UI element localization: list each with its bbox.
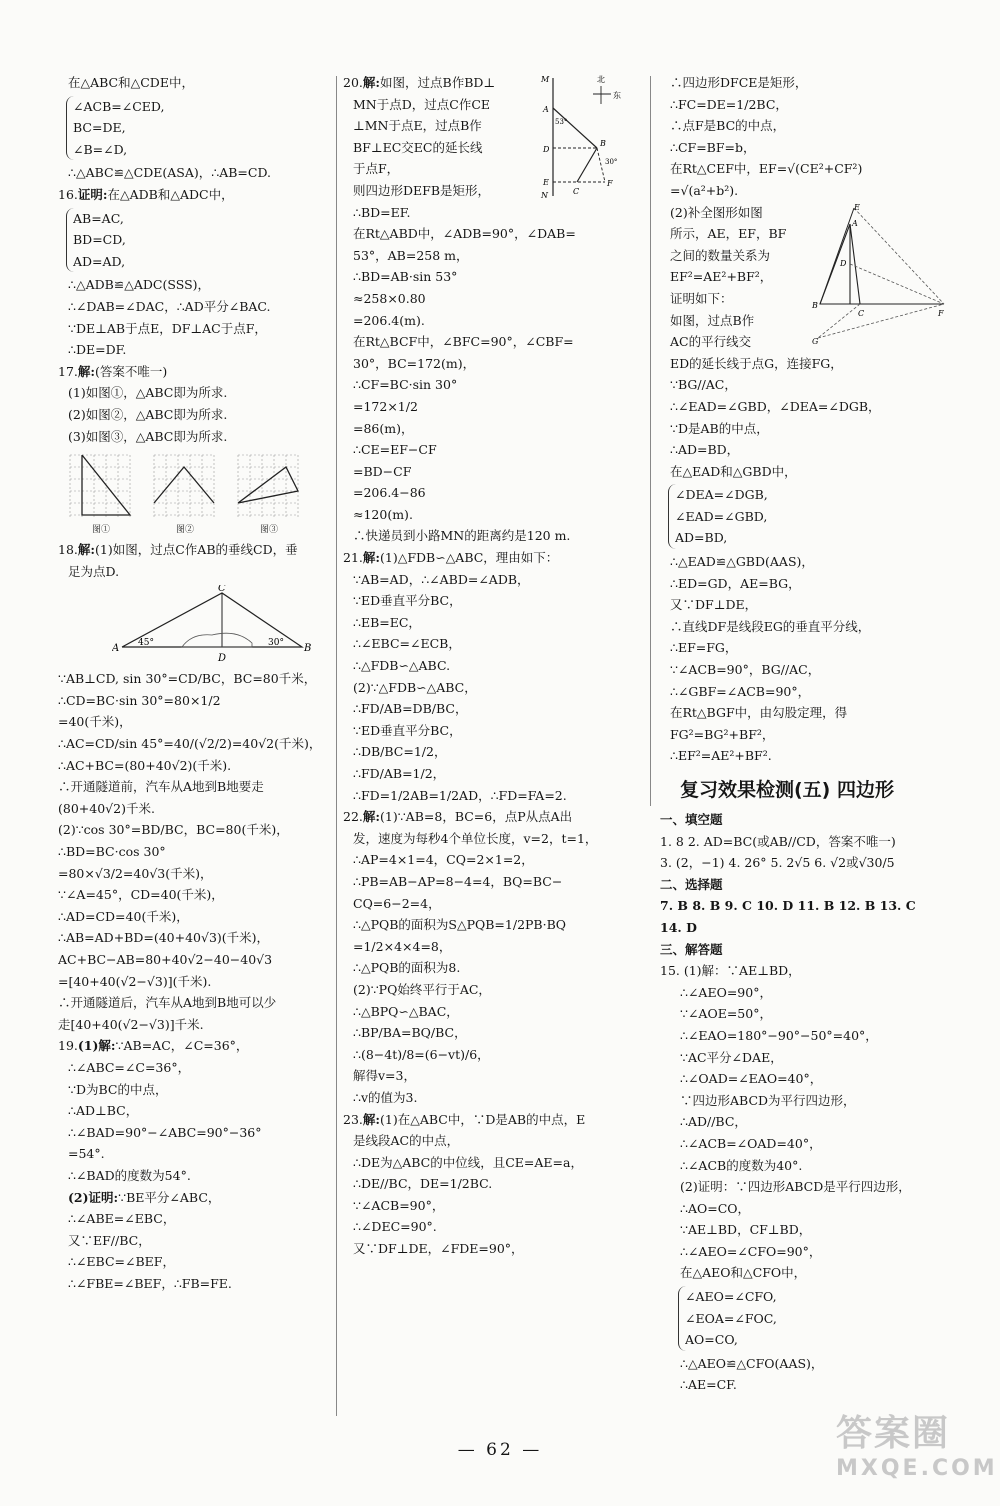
text-line: ∵BG//AC， [670, 377, 737, 393]
text-line: ∵ED垂直平分BC， [353, 722, 462, 738]
text-line: ∴△FDB∽△ABC. [353, 658, 451, 674]
label-f: F [938, 308, 944, 318]
text-line: ∴AB=AD+BD=(40+40√3)(千米)， [58, 930, 270, 946]
watermark-text: 答案圈 [836, 1413, 951, 1454]
text-line: ∴CF=BF=b， [670, 139, 756, 155]
text-line: AC的平行线交 [670, 334, 752, 350]
triangle-figure-23 [810, 202, 950, 346]
text-line: ∴AE=CF. [680, 1377, 737, 1393]
text-line: 在Rt△CEF中，EF=√(CE²+CF²) [670, 161, 863, 177]
text-line: ∵四边形ABCD为平行四边形， [680, 1092, 856, 1108]
text-line: ∴△ABC≌△CDE(ASA)，∴AB=CD. [68, 165, 271, 181]
label-d: D [840, 258, 847, 268]
condition: AB=AC, [73, 210, 124, 226]
text-line: ∴AD//BC， [680, 1114, 747, 1130]
text-line: 在△ABC和△CDE中， [68, 75, 194, 90]
text: ∵AB=AC，∠C=36°， [115, 1038, 249, 1054]
text-line: 1. 8 2. AD=BC(或AB//CD，答案不唯一) [660, 833, 896, 849]
text-line: ∴FC=DE=1/2BC， [670, 96, 788, 112]
text-line: MN于点D，过点C作CE [353, 96, 491, 112]
text-line: ∴开通隧道后，汽车从A地到B地可以少 [58, 995, 277, 1011]
text-line: ∴BP/BA=BQ/BC， [353, 1025, 467, 1041]
text-line: ∵AB=AD，∴∠ABD=∠ADB， [353, 571, 530, 587]
text-line: 于点F， [353, 161, 400, 177]
text-line: ∴∠EAD=∠GBD，∠DEA=∠DGB， [670, 398, 881, 414]
condition: AD=AD, [73, 253, 126, 269]
text-line: (3)如图③，△ABC即为所求. [68, 428, 228, 444]
text-line: ∵ED垂直平分BC， [353, 593, 462, 609]
text-line: 30°，BC=172(m)， [353, 355, 476, 371]
label-e: E [854, 202, 860, 212]
watermark-url: MXQE.COM [836, 1456, 998, 1481]
text-line: ∴∠AEO=90°， [680, 984, 772, 1000]
text-line: ∴∠EAO=180°−90°−50°=40°， [680, 1027, 878, 1043]
question-number: 18. [58, 542, 78, 558]
label-m: M [541, 75, 550, 84]
text-line: ∵∠A=45°，CD=40(千米)， [58, 887, 224, 903]
text-line: ∵∠ACB=90°， [353, 1197, 445, 1213]
text-line: ∵AE⊥BD，CF⊥BD， [680, 1222, 812, 1238]
section-heading: 二、选择题 [660, 876, 723, 892]
text-line: 如图，过点B作 [670, 312, 755, 328]
text-line: =√(a²+b²). [670, 182, 739, 198]
text-line: ∴∠ACB=∠OAD=40°， [680, 1135, 822, 1151]
text-line: BF⊥EC交EC的延长线 [353, 139, 483, 155]
text-line: (2)∵PQ始终平行于AC， [353, 981, 491, 997]
question-number: 21. [343, 550, 363, 566]
text: 如图，过点B作BD⊥ [380, 75, 496, 90]
text-line: ∵AB⊥CD, sin 30°=CD/BC，BC=80千米， [58, 671, 317, 687]
label-n: N [541, 191, 548, 200]
text-line: ∴∠DAB=∠DAC，∴AD平分∠BAC. [68, 298, 271, 314]
text: (答案不唯一) [95, 363, 168, 379]
column-3 [660, 72, 950, 1396]
text-line: ∴△EAD≌△GBD(AAS)， [670, 554, 814, 570]
page-number: — 62 — [457, 1440, 543, 1460]
text-line: 证明如下： [670, 290, 733, 306]
text-line: FG²=BG²+BF²， [670, 726, 775, 742]
answer-label: 证明: [77, 186, 108, 202]
text-line: ∴△ADB≌△ADC(SSS)， [68, 277, 211, 293]
text-line: 足为点D. [68, 563, 120, 579]
column-divider [650, 76, 651, 806]
text-line: ∵DE⊥AB于点E，DF⊥AC于点F， [68, 320, 267, 336]
label-e: E [543, 178, 549, 187]
text-line: 在Rt△BGF中，由勾股定理，得 [670, 705, 848, 721]
angle-53: 53° [555, 118, 568, 126]
text-line: 53°，AB=258 m， [353, 247, 469, 263]
text-line: ∴v的值为3. [353, 1089, 418, 1105]
text: (1)如图，过点C作AB的垂线CD，垂 [95, 542, 298, 558]
label-b: B [304, 643, 312, 655]
angle-45: 45° [138, 638, 154, 649]
text-line: ∴DE=DF. [68, 342, 127, 358]
text-line: ⊥MN于点E，过点B作 [353, 118, 482, 134]
text-line: (2)如图②，△ABC即为所求. [68, 406, 228, 422]
text-line: ∴∠ABC=∠C=36°， [68, 1059, 191, 1075]
question-20 [343, 72, 535, 94]
text: (1)在△ABC中，∵D是AB的中点，E [380, 1111, 586, 1127]
text-line: ∴∠ABE=∠EBC， [68, 1211, 176, 1227]
section-title: 复习效果检测(五) 四边形 [680, 779, 894, 801]
text: (1)∵AB=8，BC=6，点P从点A出 [380, 809, 573, 825]
answer-label: 解: [362, 1111, 381, 1127]
text-line [58, 1187, 328, 1209]
condition: ∠ACB=∠CED, [73, 98, 165, 114]
text-line: ∴EF²=AE²+BF². [670, 748, 772, 764]
label-g: G [812, 336, 819, 346]
label-b: B [600, 139, 606, 148]
triangle-figure-18 [112, 585, 312, 665]
text-line: ∴ED=GD，AE=BG， [670, 575, 801, 591]
text-line: ∴AP=4×1=4，CQ=2×1=2， [353, 852, 534, 868]
text-line: ∴PB=AB−AP=8−4=4，BQ=BC− [353, 873, 563, 889]
text-line: ∴CD=BC·sin 30°=80×1/2 [58, 692, 221, 708]
text: 在△ADB和△ADC中， [107, 186, 234, 202]
text-line: (80+40√2)千米. [58, 800, 155, 816]
watermark-logo [836, 1412, 998, 1492]
text-line: =206.4(m). [353, 312, 425, 328]
text-line: ∵D为BC的中点， [68, 1081, 168, 1097]
answer-label: 解: [362, 75, 381, 90]
label-d: D [218, 653, 227, 665]
text-line: 则四边形DEFB是矩形， [353, 182, 491, 198]
question-21 [343, 547, 633, 569]
answer-label: (1)解: [77, 1038, 116, 1054]
column-1 [58, 72, 328, 1295]
text-line: ∴四边形DFCE是矩形， [670, 75, 808, 90]
text: (1)△FDB∽△ABC，理由如下： [380, 550, 559, 566]
figure-caption: 图② [176, 525, 195, 536]
text-line: ∴CF=BC·sin 30° [353, 377, 458, 393]
question-17 [58, 361, 328, 383]
label-c: C [218, 585, 226, 595]
text-line: =80×√3/2=40√3(千米)， [58, 865, 213, 881]
text-line: ED的延长线于点G，连接FG， [670, 355, 843, 371]
text-line: 走[40+40(√2−√3)]千米. [58, 1016, 204, 1032]
text-line: ∴EF=FG， [670, 640, 738, 656]
condition: ∠AEO=∠CFO, [685, 1289, 777, 1305]
text-line: (2)∵△FDB∽△ABC， [353, 679, 477, 695]
grid-figures [64, 451, 328, 535]
condition: ∠DEA=∠DGB, [675, 487, 768, 503]
column-2 [343, 72, 633, 1260]
text-line: 在Rt△BCF中，∠BFC=90°，∠CBF= [353, 334, 574, 350]
question-number: 17. [58, 363, 78, 379]
figure-caption: 图① [92, 525, 111, 536]
answer-label: 解: [362, 809, 381, 825]
text-line: ∴DB/BC=1/2， [353, 744, 447, 760]
equation-system [668, 484, 950, 549]
text-line: ∵∠ACB=90°，BG//AC， [670, 662, 821, 678]
text-line: ∴△PQB的面积为S△PQB=1/2PB·BQ [353, 917, 567, 933]
text-line: (1)如图①，△ABC即为所求. [68, 385, 228, 401]
text-line: =206.4−86 [353, 485, 426, 501]
text-line: ∴∠BAD的度数为54°. [68, 1167, 191, 1183]
label-d: D [543, 145, 550, 154]
question-23 [343, 1109, 633, 1131]
text-line: ∴∠GBF=∠ACB=90°， [670, 683, 811, 699]
text-line: =54°. [68, 1146, 105, 1162]
condition: ∠EAD=∠GBD, [675, 508, 768, 524]
text-line: 之间的数量关系为 [670, 247, 771, 263]
text-line: ∴AD⊥BC， [68, 1103, 139, 1119]
text-line: ∴∠FBE=∠BEF，∴FB=FE. [68, 1275, 232, 1291]
text-line: ∵∠AOE=50°， [680, 1006, 772, 1022]
north-label: 北 [597, 75, 605, 84]
equation-system [66, 96, 328, 161]
text-line: ∴FD=1/2AB=1/2AD，∴FD=FA=2. [353, 787, 567, 803]
answer-label: 解: [77, 542, 96, 558]
text-line: 所示，AE，EF，BF [670, 226, 787, 242]
text-line: ∴BD=EF. [353, 204, 411, 220]
text-line: ∴AC+BC=(80+40√2)(千米). [58, 757, 232, 773]
angle-30: 30° [268, 638, 284, 649]
text-line: 是线段AC的中点， [353, 1133, 460, 1149]
label-c: C [573, 187, 580, 196]
text-line: ∴直线DF是线段EG的垂直平分线， [670, 618, 871, 634]
text-line: 在Rt△ABD中，∠ADB=90°，∠DAB= [353, 226, 576, 242]
text-line: 又∵DF⊥DE， [670, 597, 758, 613]
text-line: ∴(8−4t)/8=(6−vt)/6， [353, 1046, 490, 1062]
condition: ∠EOA=∠FOC, [685, 1310, 777, 1326]
angle-30: 30° [605, 158, 618, 166]
text-line: ≈120(m). [353, 506, 413, 522]
text-line: ∴DE//BC，DE=1/2BC. [353, 1176, 493, 1192]
text-line: ∴点F是BC的中点， [670, 118, 786, 134]
answer-label: 解: [77, 363, 96, 379]
section-heading: 一、填空题 [660, 812, 723, 827]
text-line: =86(m)， [353, 420, 414, 436]
text-line: ∴AO=CO， [680, 1200, 751, 1216]
label-f: F [607, 179, 613, 188]
text-line: ∴BD=BC·cos 30° [58, 844, 166, 860]
condition: AD=BD, [675, 530, 728, 546]
answer-label: 解: [362, 550, 381, 566]
text-line: ∴EB=EC， [353, 614, 421, 630]
text-line: (2)∵cos 30°=BD/BC，BC=80(千米)， [58, 822, 289, 838]
equation-system [678, 1286, 950, 1351]
text-line: ∴FD/AB=1/2， [353, 766, 446, 781]
text-line: 解得v=3， [353, 1068, 416, 1084]
text-line: (2)补全图形如图 [670, 204, 763, 220]
question-18 [58, 539, 328, 561]
text: ∵BE平分∠ABC， [118, 1189, 221, 1205]
text-line: ∵D是AB的中点， [670, 420, 769, 436]
east-label: 东 [613, 91, 621, 100]
grid-figure-2 [148, 451, 224, 535]
text-line: ∴∠AEO=∠CFO=90°， [680, 1243, 822, 1259]
question-number: 20. [343, 75, 363, 90]
condition: BD=CD, [73, 232, 126, 248]
text-line: ∴∠OAD=∠EAO=40°， [680, 1071, 823, 1087]
text-line: ∴∠EBC=∠ECB， [353, 636, 461, 652]
text-line: ∴CE=EF−CF [353, 442, 437, 458]
text-line: ∴AD=CD=40(千米)， [58, 908, 189, 924]
text-line: 14. D [660, 919, 697, 935]
label-a: A [852, 218, 858, 228]
text-line: =40(千米)， [58, 714, 132, 730]
question-number: 23. [343, 1111, 363, 1127]
equation-system [66, 208, 328, 273]
condition: AO=CO, [685, 1332, 738, 1348]
text-line: =BD−CF [353, 463, 412, 479]
text-line: ∴FD/AB=DB/BC， [353, 701, 468, 717]
condition: BC=DE, [73, 120, 126, 136]
text-line: 3. (2，−1) 4. 26° 5. 2√5 6. √2或√30/5 [660, 855, 895, 871]
map-figure-20 [539, 72, 633, 200]
text-line: AC+BC−AB=80+40√2−40−40√3 [58, 952, 273, 967]
question-number: 16. [58, 186, 78, 202]
grid-figure-1 [64, 451, 140, 535]
text-line: 在△EAD和△GBD中， [670, 463, 797, 479]
text-line: =1/2×4×4=8， [353, 938, 452, 954]
question-19 [58, 1035, 328, 1057]
column-divider [336, 76, 337, 1416]
text-line: ∴∠EBC=∠BEF， [68, 1254, 175, 1270]
text-line: ≈258×0.80 [353, 290, 426, 306]
label-a: A [543, 105, 549, 114]
text-line: ∴开通隧道前，汽车从A地到B地要走 [58, 779, 264, 795]
question-number: 19. [58, 1038, 78, 1054]
text-line: ∵AC平分∠DAE， [680, 1049, 783, 1065]
text-line: ∴AC=CD/sin 45°=40/(√2/2)=40√2(千米)， [58, 736, 322, 752]
text-line: ∴AD=BD， [670, 442, 740, 458]
text-line: ∴DE为△ABC的中位线，且CE=AE=a， [353, 1154, 583, 1170]
condition: ∠B=∠D, [73, 141, 128, 157]
text-line: 15. (1)解：∵AE⊥BD， [660, 963, 801, 979]
text-line: ∴∠ACB的度数为40°. [680, 1157, 803, 1173]
text-line: 发，速度为每秒4个单位长度，v=2，t=1， [353, 830, 598, 846]
text-line: ∴△PQB的面积为8. [353, 960, 461, 976]
text-line: ∴∠DEC=90°. [353, 1219, 437, 1235]
answer-label: (2)证明: [68, 1189, 119, 1205]
section-heading: 三、解答题 [660, 941, 723, 957]
text-line: =172×1/2 [353, 398, 418, 414]
text-line: ∴快递员到小路MN的距离约是120 m. [353, 528, 571, 544]
text-line: (2)证明：∵四边形ABCD是平行四边形， [680, 1179, 911, 1195]
question-number: 22. [343, 809, 363, 825]
text-line: 在△AEO和△CFO中， [680, 1265, 807, 1281]
text-line: CQ=6−2=4， [353, 895, 441, 911]
label-c: C [858, 308, 865, 318]
text-line: =[40+40(√2−√3)](千米). [58, 973, 212, 989]
text-line: ∴∠BAD=90°−∠ABC=90°−36° [68, 1124, 262, 1140]
grid-figure-3 [232, 451, 308, 535]
text-line: ∴BD=AB·sin 53° [353, 269, 458, 285]
question-16 [58, 184, 328, 206]
text-line: 又∵DF⊥DE，∠FDE=90°， [353, 1241, 524, 1257]
text-line: ∴△AEO≌△CFO(AAS)， [680, 1355, 824, 1371]
figure-caption: 图③ [260, 525, 279, 536]
text-line: EF²=AE²+BF²， [670, 269, 773, 285]
text-line: 7. B 8. B 9. C 10. D 11. B 12. B 13. C [660, 898, 916, 914]
label-a: A [112, 643, 120, 655]
text-line: ∴△BPQ∽△BAC， [353, 1003, 459, 1019]
text-line: 又∵EF//BC， [68, 1232, 151, 1248]
question-22 [343, 806, 633, 828]
label-b: B [812, 300, 818, 310]
